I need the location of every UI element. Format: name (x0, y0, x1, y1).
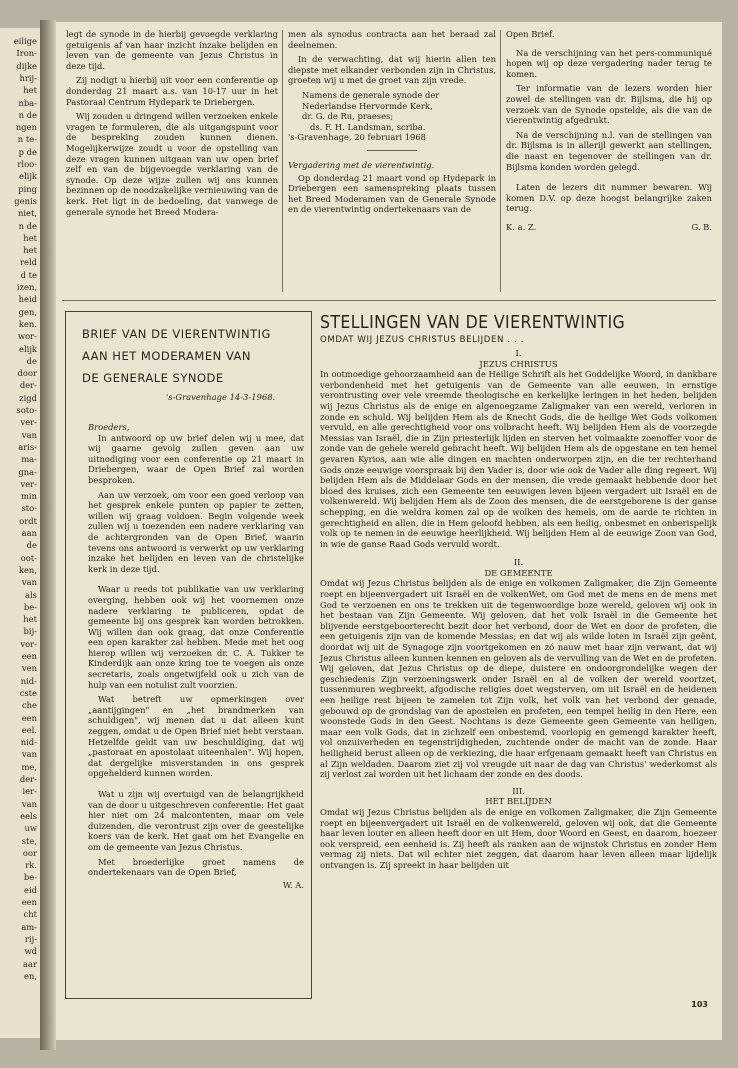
left-page-fragment: en, (23, 970, 37, 981)
left-page-fragment: ste, (21, 835, 37, 846)
paragraph: Wat betreft uw opmerkingen over „aantijgingen" en „het brandmerken van schuldigen", wij menen dat u dat alleen kunt zeggen, omdat u de Open Brief niet hebt verstaan. Hetzelfde geldt van uw beschuldiging, dat wij „pastoraat en apostolaat uiteenhalen". Wij hopen, dat dergelijke misverstanden in ons gesprek opgehelderd kunnen worden. (88, 694, 304, 779)
letter-title: BRIEF VAN DE VIERENTWINTIG (82, 327, 271, 341)
left-page-fragment: van (21, 577, 37, 588)
left-page-fragment: gen, (18, 306, 37, 317)
signature-line: ds. F. H. Landsman, scriba. (310, 121, 426, 132)
section-number: III. (512, 785, 525, 796)
left-page-fragment: n de (18, 109, 37, 120)
left-page-fragment: een (21, 712, 37, 723)
paragraph: men als synodus contracta aan het beraad zal deelnemen. (288, 29, 496, 50)
left-page-fragment: gna- (18, 466, 37, 477)
left-page-fragment: niet, (17, 208, 37, 219)
left-page-fragment: de (26, 540, 37, 551)
left-page-fragment: nba- (18, 97, 37, 108)
paragraph: Met broederlijke groet namens de ondertekenaars van de Open Brief, (88, 856, 304, 878)
column-rule (282, 30, 283, 292)
left-page-fragment: ngen (15, 122, 37, 133)
signature-left: K. a. Z. (506, 221, 537, 232)
section-heading: JEZUS CHRISTUS (479, 358, 558, 369)
left-page-fragment: ven (21, 663, 37, 674)
left-page-fragment: me, (21, 761, 37, 772)
left-page-fragment: het (23, 245, 37, 256)
left-page-fragment: vor- (20, 638, 37, 649)
left-page-margin (0, 28, 40, 1038)
left-page-fragment: n de (18, 220, 37, 231)
left-page-fragment: eilige (13, 36, 37, 46)
magazine-page (56, 22, 722, 1040)
left-page-fragment: min (20, 491, 37, 502)
left-page-fragment: eel. (21, 724, 37, 735)
signature-right: G. B. (691, 221, 712, 232)
section-heading: Vergadering met de vierentwintig. (288, 159, 435, 170)
paragraph: In antwoord op uw brief delen wij u mee, dat wij gaarne gevolg zullen geven aan uw uitnodiging voor een conferentie op 21 maart in Driebergen, waar de Open Brief zal worden besproken. (88, 432, 304, 485)
left-page-fragment: eels (20, 810, 37, 821)
left-page-fragment: elijk (19, 343, 37, 354)
column-rule (500, 30, 501, 292)
paragraph: Laten de lezers dit nummer bewaren. Wij komen D.V. op deze hoogst belangrijke zaken terug. (506, 182, 712, 214)
signature-line: dr. G. de Ru, praeses; (302, 111, 394, 122)
stellingen-body (320, 345, 717, 875)
book-gutter (40, 20, 56, 1050)
synod-signature (288, 90, 496, 132)
left-page-fragment: wd (24, 946, 37, 957)
paragraph: In de verwachting, dat wij hierin allen ten diepste met elkander verbonden zijn in Christus, groeten wij u met de groet van zijn vrede. (288, 54, 496, 86)
left-page-fragment: een (21, 897, 37, 907)
left-page-fragment: hrij- (19, 72, 37, 83)
paragraph: In ootmoedige gehoorzaamheid aan de Heilige Schrift als het Goddelijke Woord, in dankbare verbondenheid met het getuigenis van de Gemeente van alle eeuwen, in ernstige verontrusting over vele vreemde theologische en kerkelijke leringen in het heden, belijden wij Jezus Christus als de enige en algenoegzame Zaligmaker van een wereld, verloren in zonde en schuld. Wij belijden Hem als de Knecht Gods, die de heilige Wet Gods volkomen vervuld, en alle gerechtigheid voor ons volbracht heeft. Wij belijden Hem als de voorzegde Messias van Israël, die in Zijn priesterlijk lijden en sterven het volmaakte zoenoffer voor de zonde van de gehele wereld gebracht heeft. Wij belijden Hem als de opgestane en ten hemel gevaren Kyrios, aan wie alle dingen en machten onderworpen zijn, en die ter rechterhand Gods onze eeuwige voorspraak bij den Vader is, door wie ook de Vader alle ding regeert. Wij belijden Hem als de Middelaar Gods en der mensen, die vrede gemaakt hebbende door het bloed des kruises, zich een Gemeente ten eeuwigen leven bijeen vergadert uit Israël en de volkenwereld. Wij belijden Hem als de Zoon des mensen, die de eerstgeborene is der ganse schepping, en die weldra komen zal op de wolken des hemels, om de aarde te richten in gerechtigheid en allen, die in Hem geloofd hebben, als een heilig, onbesmet en onberispelijk volk op te nemen in de eeuwige heerlijkheid. Wij belijden Hem al de eeuwige Zoon van God, in wie de ganse Raad Gods vervuld wordt. (320, 369, 717, 549)
left-page-fragment: aan (21, 528, 37, 538)
left-page-fragment: der- (19, 774, 37, 784)
left-page-fragment: rk. (25, 860, 37, 871)
letter-title: DE GENERALE SYNODE (82, 371, 224, 385)
section-heading: HET BELIJDEN (485, 796, 552, 807)
left-page-fragment: van (21, 798, 37, 809)
paragraph: Open Brief. (506, 29, 555, 39)
place-date: 's-Gravenhage, 20 februari 1968 (288, 132, 427, 143)
page-number: 103 (691, 1000, 708, 1009)
left-page-fragment: izen, (16, 282, 37, 292)
paragraph: Omdat wij Jezus Christus belijden als de enige en volkomen Zaligmaker, die Zijn Gemeente roept en bijeenvergadert uit Israël en de volkenWet, om God met de mens en de mens met God te verzoenen en ons te trekken uit de tegenwoordige boze wereld, geloven wij ook in het bestaan van Zijn Gemeente. Wij geloven, dat het volk Israël in die Gemeente het blijvende eerstgeboorterecht bezit door het verbond, door de Wet en door de profeten, die een getuigenis zijn van de komende Messias; en dat wij als wilde loten in Israël zijn geënt, doordat wij uit de Synagoge zijn voortgekomen en zó nauw met haar zijn verwant, dat wij Jezus Christus alleen kunnen kennen en geloven als de vervulling van de Wet en de profeten. Wij geloven, dat Jezus Christus op de diepe, duistere en ondoorgrondelijke wegen der geschiedenis Zijn verzoeningswerk onder Israël en al de volken der wereld voortzet, tussenmuren wegbreekt, afgodische religies doet wegsterven, om uit Israël en de heidenen een heilige rest bijeen te zamelen tot Zijn volk, het volk van het verbond der genade, gebouwd op de grondslag van de apostelen en profeten, een tempel heilig in den Here, een woonstede Gods in den Geest. Nochtans is deze Gemeente geen Gemeente van heiligen, maar een volk Gods, dat in zichzelf een onbestemd, voorlopig en gemengd karakter heeft, vol onzuiverheden en tegenstrijdigheden, zuchtende onder de macht van de zonde. Haar heiligheid berust alleen op de verkiezing, die haar erfgenaam gemaakt heeft van Christus en al Zijn weldaden. Daarom ziet zij vol vreugde uit naar de dag van Christus' wederkomst als zij verlost zal worden uit het lichaam der zonde en des doods. (320, 578, 717, 780)
top-column-2 (288, 29, 496, 219)
left-page-fragment: nid- (20, 737, 37, 748)
left-page-fragment: de (26, 355, 37, 366)
left-page-fragment: ping (18, 183, 37, 194)
letter-box (65, 311, 312, 999)
left-page-fragment: het (23, 614, 37, 625)
left-page-fragment: nid- (20, 675, 37, 686)
left-page-fragment: der- (19, 380, 37, 391)
left-page-fragment: rij- (24, 933, 37, 944)
letter-date: 's-Gravenhage 14-3-1968. (166, 392, 276, 402)
section-rule (62, 300, 716, 301)
left-page-fragment: oor (22, 847, 37, 858)
left-page-fragment: eid (24, 884, 37, 895)
left-page-fragment: rloo- (17, 159, 37, 169)
left-page-fragment: cht (23, 909, 37, 920)
left-page-fragment: aar (23, 958, 37, 969)
left-page-fragment: reld (20, 257, 37, 268)
paragraph: Na de verschijning n.l. van de stellingen van dr. Bijlsma is in allerijl gewerkt aan stellingen, die naast en tegenover de stellingen van dr. Bijlsma konden worden gelegd. (506, 129, 712, 172)
left-page-fragment: be- (23, 872, 37, 883)
section-number: I. (515, 348, 522, 358)
left-page-fragment: genis (14, 195, 37, 206)
left-page-fragment: aris- (18, 441, 37, 452)
left-page-fragment: van (21, 749, 37, 760)
letter-title: AAN HET MODERAMEN VAN (82, 349, 251, 363)
left-page-fragment: n te- (17, 134, 37, 145)
salutation: Broeders, (88, 422, 130, 432)
left-page-fragment: Iron- (16, 48, 37, 59)
signature-line: Nederlandse Hervormde Kerk, (302, 100, 433, 111)
left-page-fragment: wor- (17, 331, 37, 342)
left-page-fragment: elijk (19, 171, 37, 182)
left-page-fragment: che (21, 700, 37, 711)
editor-signatures (506, 222, 712, 233)
left-page-fragment: zigd (19, 392, 37, 403)
left-page-fragment: be- (23, 601, 37, 612)
section-number: II. (513, 557, 524, 568)
paragraph: Aan uw verzoek, om voor een goed verloop van het gesprek enkele punten op papier te zetten, willen wij graag voldoen. Begin volgende week zullen wij u toezenden een nadere verklaring van de achtergronden van de Open Brief, waarin tevens ons antwoord is verwerkt op uw verklaring inzake het belijden en leven van de christelijke kerk in deze tijd. (88, 489, 304, 574)
stellingen-title: STELLINGEN VAN DE VIERENTWINTIG (320, 313, 626, 333)
left-page-fragment: bij- (23, 626, 37, 637)
paragraph: Zij nodigt u hierbij uit voor een conferentie op donderdag 21 maart a.s. van 10-17 uur in het Pastoraal Centrum Hydepark te Driebergen. (66, 75, 278, 107)
left-page-fragment: ver- (20, 478, 37, 489)
left-page-fragment: sto- (21, 503, 37, 514)
paragraph: Ter informatie van de lezers worden hier zowel de stellingen van dr. Bijlsma, die hij op verzoek van de Synode opstelde, als die van de vierentwintig afgedrukt. (506, 83, 712, 126)
signature-line: Namens de generale synode der (302, 89, 440, 100)
left-page-fragment: het (23, 85, 37, 96)
left-page-fragment: uw (24, 823, 37, 834)
left-page-fragment: door (17, 368, 37, 379)
left-page-fragment: van (21, 429, 37, 440)
left-page-fragment: ier- (22, 786, 37, 797)
top-column-3 (506, 29, 712, 233)
left-page-fragment: ordt (19, 515, 37, 526)
left-page-fragment: heid (18, 294, 37, 305)
paragraph: Na de verschijning van het pers-communiqué hopen wij op deze vergadering nader terug te komen. (506, 47, 712, 79)
left-page-fragment: am- (21, 921, 37, 932)
stellingen-intro: OMDAT WIJ JEZUS CHRISTUS BELIJDEN . . . (320, 335, 525, 345)
left-page-fragment: ken. (18, 318, 37, 329)
letter-signature: W. A. (282, 879, 304, 890)
left-page-fragment: ver- (20, 417, 37, 428)
letter-body (88, 422, 304, 890)
paragraph: Wat u zijn wij overtuigd van de belangrijkheid van de door u uitgeschreven conferentie: Het gaat hier niet om 24 malcontenten, maar om vele duizenden, die verontrust zijn over de geestelijke koers van de kerk. Het gaat om het Evangelie en om de gemeente van Jezus Christus. (88, 789, 304, 852)
paragraph: Omdat wij Jezus Christus belijden als de enige en volkomen Zaligmaker, die Zijn Gemeente roept en bijeenvergadert uit Israël en de volkenwereld, geloven wij ook, dat die Gemeente haar leven louter en alleen heeft door en uit Hem, door Woord en Geest, en daarom, hoezeer ook verspreid, een eenheid is. Zij heeft als ranken aan de wijnstok Christus en zonder Hem vermag zij niets. Dat wil echter niet zeggen, dat daarom haar leven alleen maar lijdelijk ontvangen is. Zij spreekt in haar belijden uit (320, 806, 717, 870)
left-page-fragment: ma- (21, 454, 37, 465)
left-page-fragment: dijke (16, 60, 37, 71)
paragraph: Waar u reeds tot publikatie van uw verklaring overging, hebben ook wij het voornemen onze nadere verklaring te publiceren, opdat de gemeente bij ons gesprek kan worden betrokken. Wij willen dan ook graag, dat onze Conferentie een open karakter zal hebben. Mede met het oog hierop willen wij verzoeken dr. C. A. Tukker te Kinderdijk aan onze kring toe te voegen als onze secretaris, zoals ongetwijfeld ook u zich van de hulp van een notulist zult voorzien. (88, 584, 304, 690)
left-page-fragment: oot- (20, 552, 37, 563)
paragraph: legt de synode in de hierbij gevoegde verklaring getuigenis af van haar inzicht inzake belijden en leven van de gemeente van Jezus Christus in deze tijd. (66, 29, 278, 71)
top-column-1 (66, 29, 278, 221)
section-heading: DE GEMEENTE (484, 567, 553, 578)
left-page-fragment: als (25, 589, 37, 600)
left-page-fragment: een (21, 651, 37, 661)
paragraph: Wij zouden u dringend willen verzoeken enkele vragen te formuleren, die als uitgangspunt voor de bespreking zouden kunnen dienen. Mogelijkerwijze zoudt u voor de opstelling van deze vragen kunnen uitgaan van uw open brief zelf en van de bijgevoegde verklaring van de synode. Op deze wijze zullen wij ons kunnen bezinnen op de noodzakelijke vernieuwing van de kerk. Het ligt in de bedoeling, dat vanwege de generale synode het Breed Modera- (66, 111, 278, 217)
left-page-fragment: het (23, 232, 37, 243)
left-page-fragment: soto- (16, 405, 37, 415)
paragraph: Op donderdag 21 maart vond op Hydepark in Driebergen een samenspreking plaats tussen het Breed Moderamen van de Generale Synode en de vierentwintig ondertekenaars van de (288, 172, 496, 215)
left-page-fragment: d te (20, 269, 37, 280)
left-page-fragment: p de (18, 146, 37, 157)
left-page-fragment: ken, (18, 564, 37, 575)
short-rule (367, 150, 417, 151)
left-page-fragment: cste (19, 687, 37, 698)
